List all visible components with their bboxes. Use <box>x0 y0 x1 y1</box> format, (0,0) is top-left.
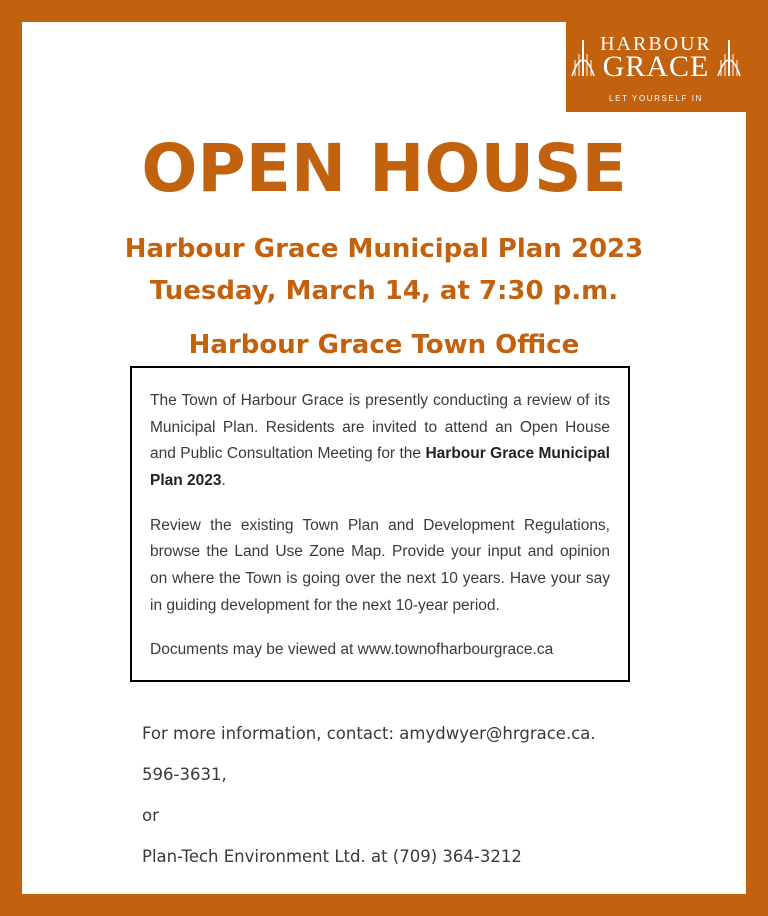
body-p1-bold: Harbour Grace Municipal Plan 2023 <box>150 445 610 489</box>
subtitle-datetime: Tuesday, March 14, at 7:30 p.m. <box>149 276 619 306</box>
body-paragraph-1 <box>150 388 610 495</box>
logo-wordmark <box>600 34 712 82</box>
body-p1-before: The Town of Harbour Grace is presently conducting a review of its Municipal Plan. Residents are invited to attend an Open House and Public Consultation Meeting for the <box>150 392 610 463</box>
bridge-icon <box>570 38 596 78</box>
logo-line-2: GRACE <box>602 49 710 83</box>
contact-line-2: 596-3631, <box>142 765 227 784</box>
subtitle-plan: Harbour Grace Municipal Plan 2023 <box>124 234 644 264</box>
contact-line-3: or <box>142 806 159 825</box>
harbour-grace-logo <box>566 22 746 112</box>
body-text-box <box>130 366 630 682</box>
contact-line-4: Plan-Tech Environment Ltd. at (709) 364-3212 <box>142 847 522 866</box>
logo-tagline: LET YOURSELF IN <box>609 93 703 103</box>
contact-line-1: For more information, contact: amydwyer@hrgrace.ca. <box>142 724 596 743</box>
poster-inner <box>22 22 746 894</box>
subtitle-location: Harbour Grace Town Office <box>188 330 580 360</box>
body-paragraph-3: Documents may be viewed at www.townofharbourgrace.ca <box>150 641 554 659</box>
bridge-icon <box>716 38 742 78</box>
contact-block <box>142 724 662 866</box>
body-p1-after: . <box>221 471 226 489</box>
page-title: OPEN HOUSE <box>141 130 627 207</box>
body-paragraph-2: Review the existing Town Plan and Development Regulations, browse the Land Use Zone Map. Provide your input and opinion on where the Town is going over the next 10 years. Have your say in guiding development for the next 10-year period. <box>150 516 610 614</box>
logo-line-1: HARBOUR <box>600 32 712 55</box>
